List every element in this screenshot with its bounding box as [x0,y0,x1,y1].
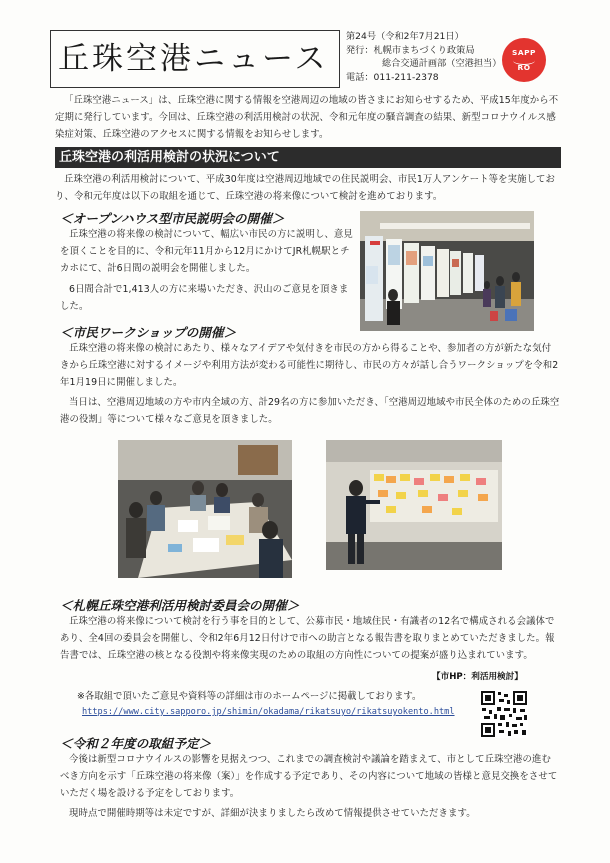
phone-number: 電話：011-211-2378 [346,71,439,83]
workshop-paragraph-1: 丘珠空港の将来像の検討にあたり、様々なアイデアや気付きを市民の方から得ることや、参加者の方が新たな気付きから丘珠空港に対するイメージや利用方法が変わる可能性に期待し、市民の方々が話し合うワークショップを令和2年1月19日に開催しました。 [60,343,559,388]
workshop-presentation-photo [326,440,502,570]
plan-paragraph-2: 現時点で開催時期等は未定ですが、詳細が決まりましたら改めて情報提供させていただきます。 [69,808,476,819]
publisher-line1: 発行：札幌市まちづくり政策局 [346,44,475,56]
details-link[interactable]: https://www.city.sapporo.jp/shimin/okadama/rikatsuyo/rikatsuyokento.html [82,707,455,717]
sapporo-logo [502,38,546,82]
section-lead: 丘珠空港の利活用検討について、平成30年度は空港周辺地域での住民説明会、市民1万人アンケート等を実施しており、令和元年度は以下の取組を通じて、丘珠空港の将来像について検討を進めております。 [55,174,556,202]
open-house-photo [360,211,534,331]
workshop-table-photo-image [118,440,292,578]
section-heading: 丘珠空港の利活用検討の状況について [55,147,561,168]
publisher-line2: 総合交通計画部（空港担当） [382,58,502,69]
plan-heading: ＜令和２年度の取組予定＞ [60,736,212,751]
details-note: ※各取組で頂いたご意見や資料等の詳細は市のホームページに掲載しております。 [77,691,422,702]
workshop-paragraph-2: 当日は、空港周辺地域の方や市内全域の方、計29名の方に参加いただき、「空港周辺地域や市民全体のための丘珠空港の役割」等について様々なご意見を頂きました。 [60,397,560,425]
issue-number: 第24号（令和2年7月21日） [346,31,464,42]
qr-code-icon [480,690,528,738]
open-house-photo-image [360,211,534,331]
open-house-heading: ＜オープンハウス型市民説明会の開催＞ [60,211,285,226]
plan-paragraph-1: 今後は新型コロナウイルスの影響を見据えつつ、これまでの調査検討や議論を踏まえて、市として丘珠空港の進むべき方向を示す「丘珠空港の将来像（案）」を作成する予定であり、その内容について地域の皆様と意見交換をさせていただく場を設ける予定をしております。 [60,754,558,799]
open-house-paragraph-1: 丘珠空港の将来像の検討について、幅広い市民の方に説明し、意見を頂くことを目的に、令和元年11月から12月にかけてJR札幌駅とチカホにて、計6日間の説明会を開催しました。 [60,229,353,274]
issue-info [346,30,501,84]
committee-paragraph: 丘珠空港の将来像について検討を行う事を目的として、公募市民・地域住民・有識者の12名で構成される会議体であり、全4回の委員会を開催し、令和2年6月12日付けで市への助言となる報告書を取りまとめていただきました。報告書では、丘珠空港の核となる役割や将来像実現のための取組の方向性についての提案が盛り込まれています。 [60,616,555,661]
intro-paragraph: 「丘珠空港ニュース」は、丘珠空港に関する情報を空港周辺の地域の皆さまにお知らせするため、平成15年度から不定期に発行しています。今回は、丘珠空港の利活用検討の状況、令和元年度の騒音調査の結果、新型コロナウイルス感染症対策、丘珠空港のアクセスに関する情報をお知らせします。 [55,95,559,140]
open-house-paragraph-2: 6日間合計で1,413人の方に来場いただき、沢山のご意見を頂きました。 [60,284,349,312]
workshop-table-photo [118,440,292,578]
logo-text-bottom: RO [517,63,531,72]
city-hp-label: 【市HP：利活用検討】 [432,672,523,682]
newsletter-title: 丘珠空港ニュース [58,41,329,77]
workshop-heading: ＜市民ワークショップの開催＞ [60,325,237,340]
workshop-presentation-photo-image [326,440,502,570]
committee-heading: ＜札幌丘珠空港利活用検討委員会の開催＞ [60,598,300,613]
qr-code[interactable] [480,690,528,738]
logo-text-top: SAPP [512,48,536,57]
